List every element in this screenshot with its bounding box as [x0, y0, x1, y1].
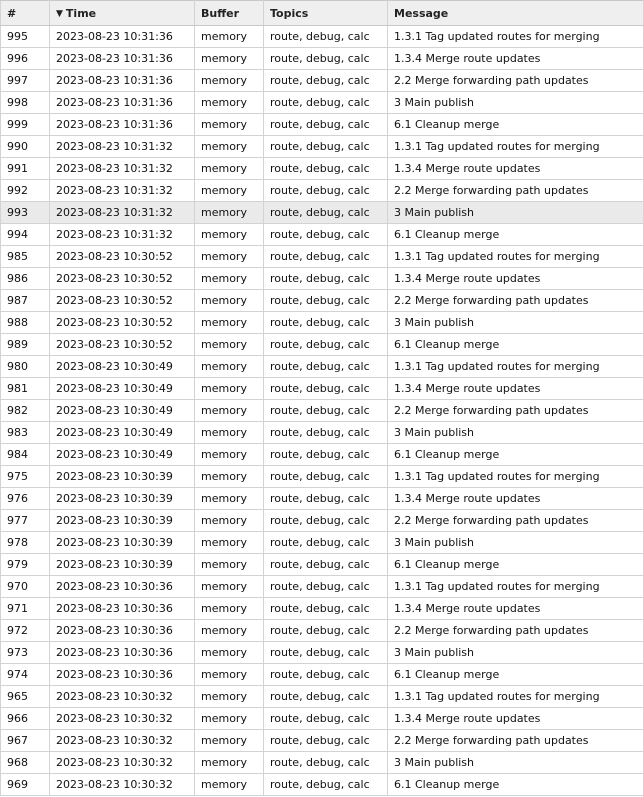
cell-time: 2023-08-23 10:30:52	[50, 312, 195, 334]
column-header-message[interactable]	[388, 1, 643, 26]
cell-topics: route, debug, calc	[264, 70, 388, 92]
cell-message: 1.3.4 Merge route updates	[388, 378, 643, 400]
cell-message: 1.3.1 Tag updated routes for merging	[388, 356, 643, 378]
cell-id: 977	[1, 510, 50, 532]
cell-id: 982	[1, 400, 50, 422]
cell-id: 966	[1, 708, 50, 730]
cell-id: 981	[1, 378, 50, 400]
cell-topics: route, debug, calc	[264, 136, 388, 158]
cell-message: 3 Main publish	[388, 532, 643, 554]
cell-topics: route, debug, calc	[264, 114, 388, 136]
cell-message: 1.3.4 Merge route updates	[388, 268, 643, 290]
cell-buffer: memory	[195, 268, 264, 290]
cell-id: 974	[1, 664, 50, 686]
cell-message: 1.3.4 Merge route updates	[388, 488, 643, 510]
cell-buffer: memory	[195, 224, 264, 246]
table-row[interactable]	[1, 334, 643, 356]
table-row[interactable]	[1, 642, 643, 664]
cell-id: 984	[1, 444, 50, 466]
cell-topics: route, debug, calc	[264, 334, 388, 356]
cell-id: 970	[1, 576, 50, 598]
cell-topics: route, debug, calc	[264, 378, 388, 400]
cell-id: 993	[1, 202, 50, 224]
table-row[interactable]	[1, 620, 643, 642]
cell-time: 2023-08-23 10:30:39	[50, 554, 195, 576]
cell-buffer: memory	[195, 620, 264, 642]
cell-topics: route, debug, calc	[264, 224, 388, 246]
table-row[interactable]	[1, 224, 643, 246]
cell-time: 2023-08-23 10:30:49	[50, 378, 195, 400]
table-row[interactable]	[1, 686, 643, 708]
cell-message: 2.2 Merge forwarding path updates	[388, 400, 643, 422]
cell-id: 983	[1, 422, 50, 444]
cell-time: 2023-08-23 10:30:39	[50, 532, 195, 554]
cell-time: 2023-08-23 10:30:52	[50, 246, 195, 268]
cell-message: 2.2 Merge forwarding path updates	[388, 730, 643, 752]
cell-topics: route, debug, calc	[264, 730, 388, 752]
cell-time: 2023-08-23 10:31:32	[50, 158, 195, 180]
cell-time: 2023-08-23 10:31:32	[50, 224, 195, 246]
cell-buffer: memory	[195, 510, 264, 532]
cell-message: 1.3.4 Merge route updates	[388, 708, 643, 730]
table-row[interactable]	[1, 70, 643, 92]
cell-buffer: memory	[195, 422, 264, 444]
cell-time: 2023-08-23 10:30:49	[50, 400, 195, 422]
table-row[interactable]	[1, 576, 643, 598]
cell-id: 986	[1, 268, 50, 290]
table-row[interactable]	[1, 554, 643, 576]
cell-id: 985	[1, 246, 50, 268]
column-header-topics[interactable]	[264, 1, 388, 26]
cell-time: 2023-08-23 10:30:32	[50, 774, 195, 796]
cell-topics: route, debug, calc	[264, 158, 388, 180]
cell-id: 972	[1, 620, 50, 642]
cell-id: 997	[1, 70, 50, 92]
cell-id: 971	[1, 598, 50, 620]
cell-id: 968	[1, 752, 50, 774]
cell-message: 6.1 Cleanup merge	[388, 774, 643, 796]
cell-message: 1.3.1 Tag updated routes for merging	[388, 246, 643, 268]
cell-topics: route, debug, calc	[264, 488, 388, 510]
table-row[interactable]	[1, 48, 643, 70]
cell-time: 2023-08-23 10:30:52	[50, 290, 195, 312]
column-header-label: Topics	[270, 6, 309, 20]
cell-id: 965	[1, 686, 50, 708]
cell-topics: route, debug, calc	[264, 246, 388, 268]
table-row[interactable]	[1, 268, 643, 290]
cell-buffer: memory	[195, 246, 264, 268]
cell-id: 992	[1, 180, 50, 202]
cell-topics: route, debug, calc	[264, 290, 388, 312]
cell-topics: route, debug, calc	[264, 444, 388, 466]
cell-topics: route, debug, calc	[264, 532, 388, 554]
column-header-label: Message	[394, 6, 449, 20]
cell-topics: route, debug, calc	[264, 686, 388, 708]
cell-message: 1.3.1 Tag updated routes for merging	[388, 466, 643, 488]
cell-topics: route, debug, calc	[264, 202, 388, 224]
cell-id: 994	[1, 224, 50, 246]
cell-buffer: memory	[195, 752, 264, 774]
cell-topics: route, debug, calc	[264, 92, 388, 114]
cell-time: 2023-08-23 10:31:36	[50, 26, 195, 48]
cell-buffer: memory	[195, 444, 264, 466]
cell-buffer: memory	[195, 70, 264, 92]
cell-time: 2023-08-23 10:30:49	[50, 356, 195, 378]
cell-id: 980	[1, 356, 50, 378]
cell-buffer: memory	[195, 378, 264, 400]
cell-buffer: memory	[195, 466, 264, 488]
table-row[interactable]	[1, 180, 643, 202]
cell-buffer: memory	[195, 774, 264, 796]
table-row[interactable]	[1, 752, 643, 774]
cell-buffer: memory	[195, 576, 264, 598]
cell-message: 1.3.4 Merge route updates	[388, 48, 643, 70]
table-row[interactable]	[1, 136, 643, 158]
cell-topics: route, debug, calc	[264, 708, 388, 730]
cell-time: 2023-08-23 10:30:39	[50, 510, 195, 532]
cell-buffer: memory	[195, 114, 264, 136]
cell-message: 3 Main publish	[388, 312, 643, 334]
cell-buffer: memory	[195, 48, 264, 70]
cell-buffer: memory	[195, 202, 264, 224]
table-row[interactable]	[1, 466, 643, 488]
cell-buffer: memory	[195, 356, 264, 378]
cell-message: 3 Main publish	[388, 752, 643, 774]
cell-time: 2023-08-23 10:30:36	[50, 664, 195, 686]
table-row[interactable]	[1, 598, 643, 620]
cell-id: 976	[1, 488, 50, 510]
cell-topics: route, debug, calc	[264, 664, 388, 686]
cell-buffer: memory	[195, 554, 264, 576]
cell-message: 2.2 Merge forwarding path updates	[388, 510, 643, 532]
cell-message: 2.2 Merge forwarding path updates	[388, 620, 643, 642]
cell-buffer: memory	[195, 180, 264, 202]
cell-time: 2023-08-23 10:30:39	[50, 488, 195, 510]
cell-id: 998	[1, 92, 50, 114]
cell-message: 3 Main publish	[388, 202, 643, 224]
cell-time: 2023-08-23 10:30:36	[50, 576, 195, 598]
cell-topics: route, debug, calc	[264, 48, 388, 70]
table-row[interactable]	[1, 400, 643, 422]
cell-message: 2.2 Merge forwarding path updates	[388, 70, 643, 92]
cell-buffer: memory	[195, 598, 264, 620]
table-row[interactable]	[1, 312, 643, 334]
cell-id: 995	[1, 26, 50, 48]
cell-message: 1.3.1 Tag updated routes for merging	[388, 26, 643, 48]
cell-time: 2023-08-23 10:31:32	[50, 180, 195, 202]
cell-id: 988	[1, 312, 50, 334]
cell-time: 2023-08-23 10:30:52	[50, 268, 195, 290]
cell-time: 2023-08-23 10:30:49	[50, 422, 195, 444]
cell-buffer: memory	[195, 136, 264, 158]
cell-message: 6.1 Cleanup merge	[388, 664, 643, 686]
cell-topics: route, debug, calc	[264, 312, 388, 334]
cell-buffer: memory	[195, 26, 264, 48]
cell-buffer: memory	[195, 532, 264, 554]
cell-message: 6.1 Cleanup merge	[388, 334, 643, 356]
table-row[interactable]	[1, 708, 643, 730]
cell-topics: route, debug, calc	[264, 774, 388, 796]
cell-topics: route, debug, calc	[264, 26, 388, 48]
table-row[interactable]	[1, 26, 643, 48]
cell-message: 3 Main publish	[388, 92, 643, 114]
column-header-label: Buffer	[201, 6, 240, 20]
cell-buffer: memory	[195, 488, 264, 510]
cell-time: 2023-08-23 10:30:36	[50, 620, 195, 642]
cell-message: 6.1 Cleanup merge	[388, 224, 643, 246]
table-row[interactable]	[1, 92, 643, 114]
cell-message: 1.3.4 Merge route updates	[388, 158, 643, 180]
cell-topics: route, debug, calc	[264, 510, 388, 532]
cell-message: 1.3.1 Tag updated routes for merging	[388, 576, 643, 598]
cell-time: 2023-08-23 10:31:32	[50, 136, 195, 158]
column-header-label: #	[7, 6, 17, 20]
cell-time: 2023-08-23 10:31:36	[50, 114, 195, 136]
table-row[interactable]	[1, 444, 643, 466]
cell-id: 979	[1, 554, 50, 576]
table-row[interactable]	[1, 510, 643, 532]
cell-buffer: memory	[195, 708, 264, 730]
cell-time: 2023-08-23 10:31:36	[50, 48, 195, 70]
table-row[interactable]	[1, 774, 643, 796]
column-header-buffer[interactable]	[195, 1, 264, 26]
cell-topics: route, debug, calc	[264, 752, 388, 774]
cell-message: 2.2 Merge forwarding path updates	[388, 180, 643, 202]
cell-id: 991	[1, 158, 50, 180]
table-row[interactable]	[1, 246, 643, 268]
column-header-id[interactable]	[1, 1, 50, 26]
cell-time: 2023-08-23 10:30:36	[50, 598, 195, 620]
cell-topics: route, debug, calc	[264, 400, 388, 422]
cell-topics: route, debug, calc	[264, 356, 388, 378]
cell-buffer: memory	[195, 92, 264, 114]
cell-message: 1.3.4 Merge route updates	[388, 598, 643, 620]
cell-message: 6.1 Cleanup merge	[388, 114, 643, 136]
cell-id: 996	[1, 48, 50, 70]
cell-buffer: memory	[195, 686, 264, 708]
cell-message: 1.3.1 Tag updated routes for merging	[388, 686, 643, 708]
cell-topics: route, debug, calc	[264, 554, 388, 576]
cell-topics: route, debug, calc	[264, 620, 388, 642]
cell-id: 987	[1, 290, 50, 312]
table-row[interactable]	[1, 356, 643, 378]
cell-message: 6.1 Cleanup merge	[388, 444, 643, 466]
cell-time: 2023-08-23 10:30:36	[50, 642, 195, 664]
cell-buffer: memory	[195, 290, 264, 312]
cell-id: 973	[1, 642, 50, 664]
cell-time: 2023-08-23 10:30:32	[50, 730, 195, 752]
cell-message: 2.2 Merge forwarding path updates	[388, 290, 643, 312]
table-row[interactable]	[1, 664, 643, 686]
cell-topics: route, debug, calc	[264, 576, 388, 598]
cell-id: 989	[1, 334, 50, 356]
cell-time: 2023-08-23 10:31:36	[50, 92, 195, 114]
table-row[interactable]	[1, 290, 643, 312]
cell-topics: route, debug, calc	[264, 466, 388, 488]
cell-time: 2023-08-23 10:30:32	[50, 752, 195, 774]
table-row[interactable]	[1, 532, 643, 554]
table-body	[1, 26, 643, 796]
table-row[interactable]	[1, 202, 643, 224]
table-row[interactable]	[1, 422, 643, 444]
cell-id: 967	[1, 730, 50, 752]
cell-topics: route, debug, calc	[264, 422, 388, 444]
cell-time: 2023-08-23 10:30:32	[50, 708, 195, 730]
table-row[interactable]	[1, 730, 643, 752]
cell-time: 2023-08-23 10:31:32	[50, 202, 195, 224]
cell-buffer: memory	[195, 642, 264, 664]
column-header-time[interactable]	[50, 1, 195, 26]
table-header-row	[1, 1, 643, 26]
cell-topics: route, debug, calc	[264, 598, 388, 620]
cell-buffer: memory	[195, 730, 264, 752]
cell-time: 2023-08-23 10:31:36	[50, 70, 195, 92]
column-header-label: Time	[65, 6, 97, 20]
cell-id: 969	[1, 774, 50, 796]
cell-time: 2023-08-23 10:30:32	[50, 686, 195, 708]
cell-message: 6.1 Cleanup merge	[388, 554, 643, 576]
cell-time: 2023-08-23 10:30:49	[50, 444, 195, 466]
cell-buffer: memory	[195, 158, 264, 180]
table-row[interactable]	[1, 114, 643, 136]
table-row[interactable]	[1, 378, 643, 400]
sort-descending-icon: ▼	[56, 8, 63, 19]
cell-message: 3 Main publish	[388, 642, 643, 664]
cell-topics: route, debug, calc	[264, 180, 388, 202]
cell-id: 999	[1, 114, 50, 136]
cell-topics: route, debug, calc	[264, 268, 388, 290]
cell-id: 990	[1, 136, 50, 158]
cell-buffer: memory	[195, 334, 264, 356]
cell-id: 975	[1, 466, 50, 488]
table-row[interactable]	[1, 488, 643, 510]
cell-topics: route, debug, calc	[264, 642, 388, 664]
cell-id: 978	[1, 532, 50, 554]
cell-buffer: memory	[195, 312, 264, 334]
cell-time: 2023-08-23 10:30:39	[50, 466, 195, 488]
cell-buffer: memory	[195, 664, 264, 686]
cell-message: 1.3.1 Tag updated routes for merging	[388, 136, 643, 158]
cell-buffer: memory	[195, 400, 264, 422]
cell-message: 3 Main publish	[388, 422, 643, 444]
table-row[interactable]	[1, 158, 643, 180]
cell-time: 2023-08-23 10:30:52	[50, 334, 195, 356]
